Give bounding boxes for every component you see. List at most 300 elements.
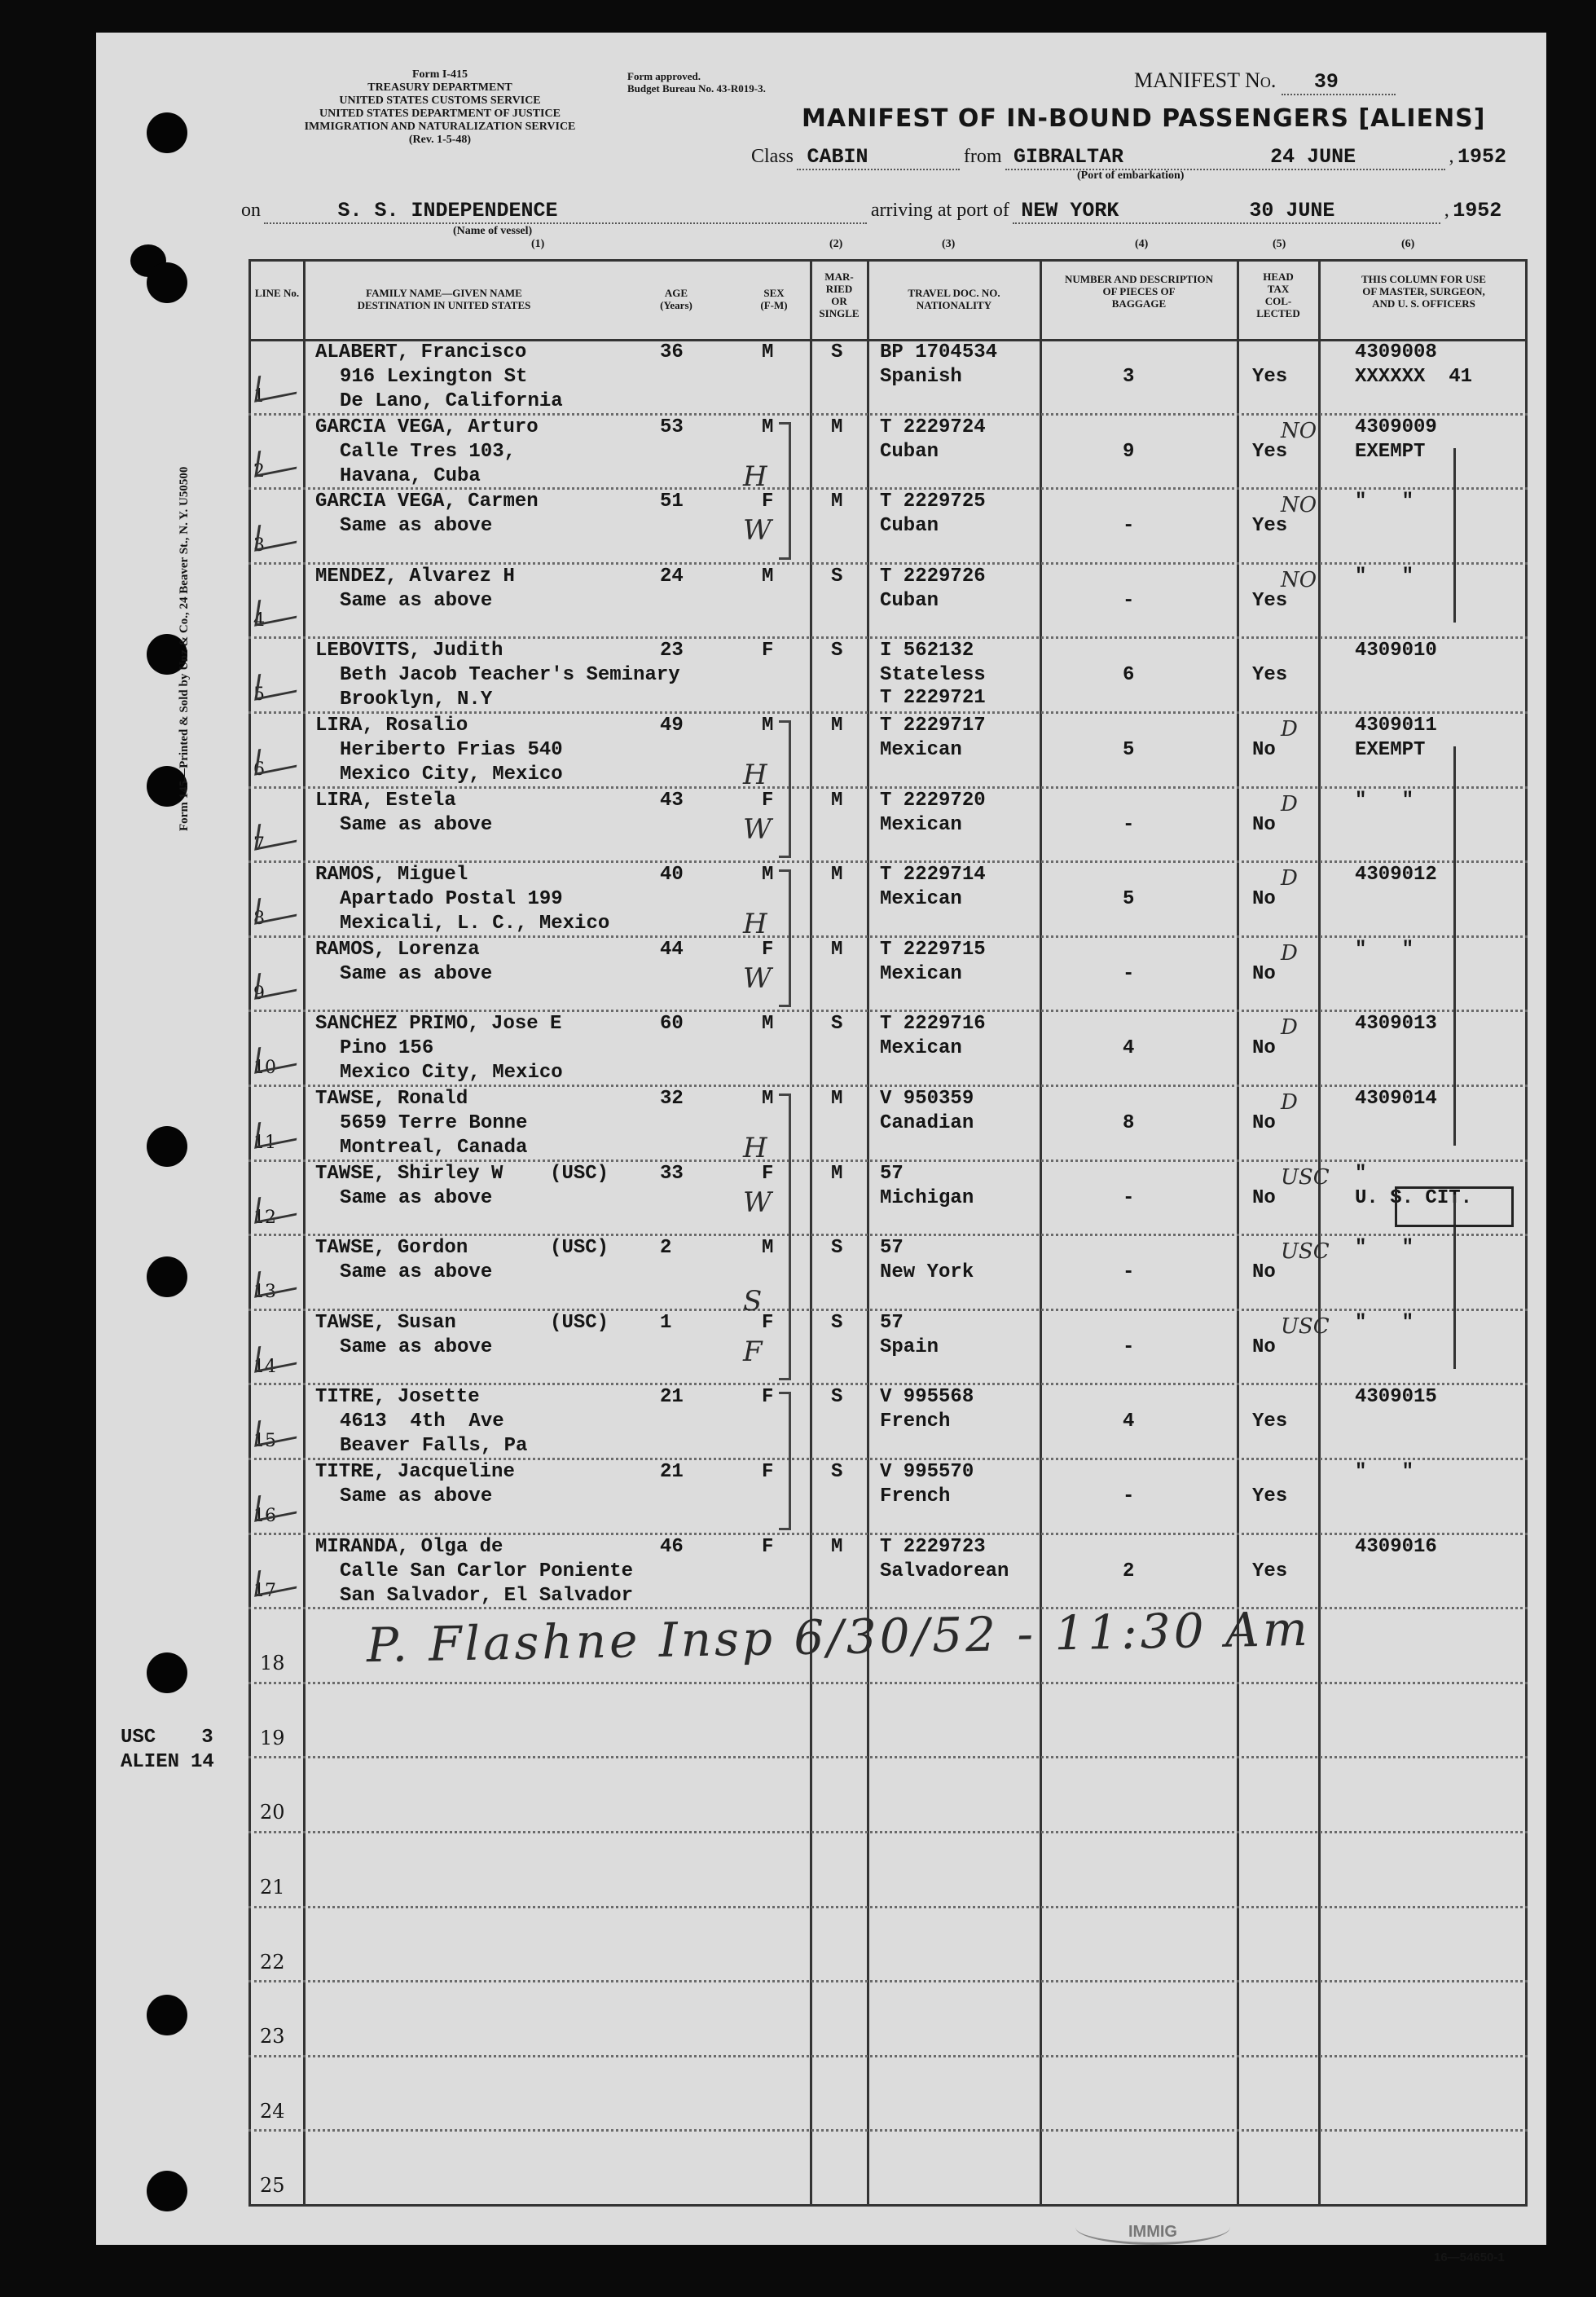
- punch-hole: [147, 262, 187, 303]
- arriving-label: arriving at port of: [870, 200, 1009, 221]
- handwritten-note: H: [743, 1132, 767, 1164]
- punch-hole: [147, 112, 187, 153]
- column-number: (3): [942, 238, 956, 250]
- passenger-sex: F: [762, 1162, 774, 1185]
- passenger-address-line: Calle San Carlor Poniente: [340, 1560, 634, 1582]
- handwritten-tax-note: D: [1281, 1090, 1298, 1115]
- passenger-name: GARCIA VEGA, Carmen: [315, 491, 539, 513]
- marital-status: S: [831, 640, 843, 662]
- vessel-note: (Name of vessel): [453, 225, 533, 237]
- marital-status: M: [831, 864, 843, 887]
- passenger-address-line: 4613 4th Ave: [340, 1410, 504, 1433]
- line-number: 15: [253, 1431, 276, 1452]
- line-number: 4: [253, 609, 265, 631]
- usc-count-label: USC: [121, 1727, 156, 1749]
- passenger-name: SANCHEZ PRIMO, Jose E: [315, 1013, 562, 1036]
- officer-note: 4309011: [1355, 715, 1437, 737]
- line-number: 1: [253, 386, 265, 407]
- table-row: [248, 1311, 1528, 1386]
- nationality: New York: [880, 1261, 974, 1284]
- baggage-count: -: [1123, 962, 1135, 985]
- arrival-year: 1952: [1453, 199, 1502, 222]
- handwritten-arrow: [1453, 746, 1456, 1146]
- alien-count-label: ALIEN: [121, 1751, 180, 1773]
- col-head-line: LINE No.: [254, 287, 300, 299]
- head-tax-status: No: [1252, 1336, 1276, 1358]
- passenger-address-line: De Lano, California: [340, 390, 563, 412]
- passenger-address-line: Mexicali, L. C., Mexico: [340, 913, 610, 935]
- line-number: 20: [260, 1801, 285, 1824]
- handwritten-tax-note: NO: [1281, 418, 1317, 443]
- marital-status: M: [831, 1088, 843, 1110]
- officer-note: " ": [1355, 1461, 1414, 1483]
- nationality: Spanish: [880, 366, 962, 388]
- passenger-sex: F: [762, 1535, 774, 1558]
- handwritten-note: H: [743, 460, 767, 493]
- handwritten-bracket: [779, 1392, 791, 1529]
- embark-year: 1952: [1457, 145, 1506, 169]
- table-row: [248, 416, 1528, 491]
- handwritten-tax-note: D: [1281, 940, 1298, 966]
- passenger-age: 49: [660, 715, 684, 737]
- marital-status: M: [831, 938, 843, 961]
- nationality: Cuban: [880, 440, 939, 463]
- from-label: from: [963, 146, 1002, 167]
- officer-note: " ": [1355, 565, 1414, 587]
- officer-note: " ": [1355, 938, 1414, 961]
- punch-hole: [147, 1652, 187, 1693]
- handwritten-note: W: [743, 812, 772, 846]
- marital-status: S: [831, 1013, 843, 1036]
- line-number: 6: [253, 759, 265, 780]
- nationality: Salvadorean: [880, 1560, 1009, 1582]
- handwritten-tax-note: USC: [1281, 1314, 1330, 1339]
- passenger-age: 60: [660, 1013, 684, 1036]
- passenger-name: TITRE, Josette: [315, 1386, 480, 1409]
- approval-label: Form approved.: [627, 70, 701, 82]
- manifest-label: MANIFEST No.: [1134, 68, 1277, 92]
- head-tax-status: Yes: [1252, 366, 1288, 388]
- passenger-sex: M: [762, 565, 774, 587]
- table-row-empty: [248, 1833, 1528, 1908]
- arrival-date: 30 JUNE: [1249, 199, 1335, 222]
- handwritten-tax-note: D: [1281, 717, 1298, 741]
- table-row: [248, 490, 1528, 565]
- head-tax-status: No: [1252, 1261, 1276, 1284]
- officer-note: 4309010: [1355, 640, 1437, 662]
- passenger-address-line: Brooklyn, N.Y: [340, 689, 493, 711]
- passenger-name: TAWSE, Shirley W (USC): [315, 1162, 609, 1185]
- arrival-port: NEW YORK: [1021, 199, 1119, 222]
- passenger-name: LIRA, Rosalio: [315, 715, 468, 737]
- travel-doc-number: 57: [880, 1237, 904, 1260]
- handwritten-tax-note: D: [1281, 1015, 1298, 1041]
- table-row: [248, 938, 1528, 1013]
- punch-hole: [147, 1995, 187, 2035]
- head-tax-status: No: [1252, 813, 1276, 836]
- passenger-age: 21: [660, 1386, 684, 1409]
- passenger-address-line: Same as above: [340, 1261, 493, 1284]
- head-tax-status: No: [1252, 739, 1276, 761]
- table-row: [248, 1012, 1528, 1087]
- travel-doc-number: 57: [880, 1311, 904, 1334]
- officer-note: 4309013: [1355, 1013, 1437, 1036]
- passenger-address-line: Same as above: [340, 589, 493, 612]
- stamp-text: IMMIG: [1128, 2223, 1177, 2241]
- marital-status: S: [831, 341, 843, 363]
- marital-status: M: [831, 1162, 843, 1185]
- marital-status: M: [831, 715, 843, 737]
- head-tax-status: Yes: [1252, 664, 1288, 687]
- passenger-address-line: Same as above: [340, 1485, 493, 1507]
- passenger-name: ALABERT, Francisco: [315, 341, 527, 363]
- baggage-count: 6: [1123, 664, 1135, 687]
- column-number: (6): [1401, 238, 1415, 250]
- handwritten-note: W: [743, 961, 772, 995]
- passenger-name: TAWSE, Susan (USC): [315, 1311, 609, 1334]
- passenger-address-line: Montreal, Canada: [340, 1137, 528, 1159]
- passenger-sex: F: [762, 491, 774, 513]
- table-row: [248, 639, 1528, 714]
- head-tax-status: Yes: [1252, 1560, 1288, 1582]
- head-tax-status: Yes: [1252, 515, 1288, 538]
- line-number: 8: [253, 909, 265, 930]
- officer-note-secondary: U. S. CIT.: [1355, 1186, 1473, 1209]
- handwritten-bracket: [779, 1093, 791, 1380]
- officer-note: 4309015: [1355, 1386, 1437, 1409]
- table-row-empty: [248, 1684, 1528, 1759]
- passenger-count: [121, 1726, 214, 1775]
- passenger-age: 46: [660, 1535, 684, 1558]
- nationality: Mexican: [880, 739, 962, 761]
- passenger-name: TAWSE, Gordon (USC): [315, 1237, 609, 1260]
- passenger-sex: M: [762, 341, 774, 363]
- col-head-sex: SEX (F-M): [760, 287, 788, 311]
- passenger-name: RAMOS, Miguel: [315, 864, 468, 887]
- line-number: 14: [253, 1356, 276, 1377]
- handwritten-tax-note: USC: [1281, 1164, 1330, 1190]
- col-head-name: FAMILY NAME—GIVEN NAME DESTINATION IN UNITED STATES: [357, 287, 531, 311]
- embark-date: 24 JUNE: [1270, 145, 1356, 169]
- us-citizen-box: [1395, 1186, 1514, 1227]
- handwritten-note: W: [743, 1186, 772, 1219]
- approval-block: [627, 70, 766, 95]
- marital-status: M: [831, 789, 843, 812]
- embark-port: GIBRALTAR: [1013, 145, 1124, 169]
- passenger-age: 43: [660, 789, 684, 812]
- baggage-count: -: [1123, 1485, 1135, 1507]
- head-tax-status: No: [1252, 1186, 1276, 1209]
- passenger-age: 24: [660, 565, 684, 587]
- table-row: [248, 1162, 1528, 1237]
- baggage-count: 3: [1123, 366, 1135, 388]
- marital-status: S: [831, 1461, 843, 1483]
- marital-status: S: [831, 1386, 843, 1409]
- passenger-sex: M: [762, 416, 774, 438]
- baggage-count: 8: [1123, 1112, 1135, 1134]
- table-row: [248, 789, 1528, 864]
- manifest-number: 39: [1313, 70, 1339, 94]
- handwritten-tax-note: NO: [1281, 493, 1317, 518]
- baggage-count: -: [1123, 515, 1135, 538]
- passenger-address-line: Apartado Postal 199: [340, 888, 563, 911]
- travel-doc-number: 57: [880, 1162, 904, 1185]
- nationality: Mexican: [880, 962, 962, 985]
- handwritten-bracket: [779, 720, 791, 858]
- nationality: Cuban: [880, 589, 939, 612]
- baggage-count: 9: [1123, 440, 1135, 463]
- passenger-age: 33: [660, 1162, 684, 1185]
- travel-doc-number: T 2229717: [880, 715, 986, 737]
- handwritten-note: F: [743, 1335, 763, 1368]
- passenger-age: 44: [660, 938, 684, 961]
- passenger-name: MIRANDA, Olga de: [315, 1535, 503, 1558]
- baggage-count: -: [1123, 1261, 1135, 1284]
- line-number: 7: [253, 834, 265, 855]
- col-head-married: MAR- RIED OR SINGLE: [819, 271, 860, 319]
- handwritten-note: W: [743, 514, 772, 548]
- nationality: Cuban: [880, 515, 939, 538]
- usc-count: 3: [201, 1727, 213, 1749]
- head-tax-status: Yes: [1252, 1410, 1288, 1433]
- marital-status: M: [831, 416, 843, 438]
- alien-count: 14: [191, 1751, 214, 1773]
- class-label: Class: [751, 146, 794, 167]
- passenger-name: GARCIA VEGA, Arturo: [315, 416, 539, 438]
- line-number: 11: [253, 1133, 276, 1153]
- nationality: Mexican: [880, 813, 962, 836]
- passenger-address-line: Same as above: [340, 1336, 493, 1358]
- line-number: 22: [260, 1950, 285, 1974]
- table-row: [248, 1460, 1528, 1535]
- officer-note: 4309014: [1355, 1088, 1437, 1110]
- column-number: (4): [1135, 238, 1149, 250]
- handwritten-arrow: [1453, 448, 1456, 623]
- passenger-address-line: Pino 156: [340, 1037, 434, 1060]
- handwritten-note: H: [743, 908, 767, 941]
- line-number: 21: [260, 1876, 285, 1899]
- officer-note: " ": [1355, 1237, 1414, 1260]
- baggage-count: 2: [1123, 1560, 1135, 1582]
- officer-note: " ": [1355, 491, 1414, 513]
- line-number: 12: [253, 1207, 276, 1228]
- line-number: 25: [260, 2174, 285, 2198]
- handwritten-tax-note: D: [1281, 866, 1298, 891]
- passenger-sex: F: [762, 640, 774, 662]
- baggage-count: 4: [1123, 1410, 1135, 1433]
- officer-note-secondary: EXEMPT: [1355, 440, 1426, 463]
- table-row-empty: [248, 1982, 1528, 2057]
- line-number: 13: [253, 1282, 276, 1303]
- officer-note: " ": [1355, 1311, 1414, 1334]
- passenger-age: 21: [660, 1461, 684, 1483]
- head-tax-status: Yes: [1252, 589, 1288, 612]
- printer-imprint: Form 145—Printed & Sold by Unz & Co., 24 Beaver St., N. Y. U50500: [178, 466, 191, 831]
- nationality: Mexican: [880, 888, 962, 911]
- travel-doc-number: T 2229720: [880, 789, 986, 812]
- vessel-line: on S. S. INDEPENDENCE arriving at port of NEW YORK 30 JUNE , 1952: [241, 199, 1502, 222]
- passenger-age: 53: [660, 416, 684, 438]
- on-label: on: [241, 200, 261, 221]
- baggage-count: 4: [1123, 1037, 1135, 1060]
- passenger-address-line: Same as above: [340, 962, 493, 985]
- col-head-head-tax: HEAD TAX COL- LECTED: [1256, 271, 1300, 319]
- officer-note-secondary: EXEMPT: [1355, 739, 1426, 761]
- form-number: Form I-415: [411, 68, 468, 81]
- punch-hole: [147, 2171, 187, 2211]
- marital-status: M: [831, 491, 843, 513]
- travel-doc-number: T 2229726: [880, 565, 986, 587]
- passenger-address-line: Mexico City, Mexico: [340, 1062, 563, 1085]
- head-tax-status: No: [1252, 1112, 1276, 1134]
- table-row: [248, 714, 1528, 789]
- col-head-travel: TRAVEL DOC. NO. NATIONALITY: [908, 287, 1000, 311]
- handwritten-tax-note: USC: [1281, 1239, 1330, 1265]
- line-number: 10: [253, 1058, 276, 1079]
- travel-doc-number: V 950359: [880, 1088, 974, 1110]
- table-row: [248, 1385, 1528, 1460]
- travel-doc-number: BP 1704534: [880, 341, 998, 363]
- col-head-baggage: NUMBER AND DESCRIPTION OF PIECES OF BAGGAGE: [1064, 273, 1214, 310]
- col-head-officer: THIS COLUMN FOR USE OF MASTER, SURGEON, AND U. S. OFFICERS: [1361, 273, 1486, 310]
- nationality: French: [880, 1485, 951, 1507]
- line-number: 9: [253, 983, 265, 1004]
- line-number: 16: [253, 1506, 276, 1526]
- table-row-empty: [248, 2057, 1528, 2132]
- baggage-count: -: [1123, 813, 1135, 836]
- marital-status: S: [831, 1311, 843, 1334]
- baggage-count: 5: [1123, 739, 1135, 761]
- officer-note: 4309016: [1355, 1535, 1437, 1558]
- passenger-sex: F: [762, 1311, 774, 1334]
- vessel-name: S. S. INDEPENDENCE: [337, 199, 558, 222]
- line-number: 2: [253, 460, 265, 482]
- officer-note: 4309008: [1355, 341, 1437, 363]
- table-row: [248, 1535, 1528, 1610]
- ins-label: IMMIGRATION AND NATURALIZATION SERVICE: [304, 121, 576, 133]
- baggage-count: -: [1123, 589, 1135, 612]
- passenger-age: 36: [660, 341, 684, 363]
- baggage-count: 5: [1123, 888, 1135, 911]
- head-tax-status: No: [1252, 1037, 1276, 1060]
- manifest-number-line: [1134, 68, 1396, 95]
- passenger-address-line: 5659 Terre Bonne: [340, 1112, 528, 1134]
- form-issuer-block: [244, 68, 635, 147]
- nationality: Canadian: [880, 1112, 974, 1134]
- travel-doc-number: V 995568: [880, 1386, 974, 1409]
- budget-label: Budget Bureau No. 43-R019-3.: [627, 82, 766, 95]
- officer-note: 4309012: [1355, 864, 1437, 887]
- passenger-age: 23: [660, 640, 684, 662]
- line-number: 19: [260, 1726, 285, 1749]
- travel-doc-number: I 562132: [880, 640, 974, 662]
- passenger-address-line: Mexico City, Mexico: [340, 763, 563, 785]
- passenger-sex: M: [762, 1013, 774, 1036]
- nationality: Spain: [880, 1336, 939, 1358]
- head-tax-status: Yes: [1252, 1485, 1288, 1507]
- table-row: [248, 1236, 1528, 1311]
- table-row: [248, 341, 1528, 416]
- travel-doc-number: T 2229723: [880, 1535, 986, 1558]
- passenger-age: 1: [660, 1311, 672, 1334]
- line-number: 18: [260, 1652, 285, 1675]
- line-number: 23: [260, 2025, 285, 2048]
- handwritten-note: H: [743, 759, 767, 791]
- passenger-address-line: Same as above: [340, 813, 493, 836]
- nationality: French: [880, 1410, 951, 1433]
- officer-note: ": [1355, 1162, 1367, 1185]
- handwritten-bracket: [779, 869, 791, 1007]
- passenger-name: LEBOVITS, Judith: [315, 640, 503, 662]
- passenger-sex: M: [762, 1088, 774, 1110]
- head-tax-status: No: [1252, 962, 1276, 985]
- revision-label: (Rev. 1-5-48): [408, 134, 472, 146]
- passenger-age: 40: [660, 864, 684, 887]
- baggage-count: -: [1123, 1186, 1135, 1209]
- port-embark-note: (Port of embarkation): [1077, 169, 1185, 182]
- table-row: [248, 1087, 1528, 1162]
- travel-doc-number: T 2229714: [880, 864, 986, 887]
- inspector-signature: P. Flashne Insp 6/30/52 - 11:30 Am: [366, 1600, 1312, 1674]
- officer-note: " ": [1355, 789, 1414, 812]
- travel-doc-number: T 2229725: [880, 491, 986, 513]
- passenger-name: LIRA, Estela: [315, 789, 456, 812]
- column-number: (1): [531, 238, 545, 250]
- table-row: [248, 863, 1528, 941]
- class-line: Class CABIN from GIBRALTAR 24 JUNE , 1952: [751, 145, 1506, 169]
- passenger-sex: F: [762, 1386, 774, 1409]
- passenger-name: RAMOS, Lorenza: [315, 938, 480, 961]
- handwritten-bracket: [779, 422, 791, 560]
- passenger-address-line: Beaver Falls, Pa: [340, 1435, 528, 1458]
- passenger-address-line: Calle Tres 103,: [340, 440, 517, 463]
- passenger-sex: F: [762, 789, 774, 812]
- punch-hole: [147, 1256, 187, 1297]
- passenger-age: 32: [660, 1088, 684, 1110]
- table-row-empty: [248, 1908, 1528, 1983]
- nationality: Michigan: [880, 1186, 974, 1209]
- head-tax-status: Yes: [1252, 440, 1288, 463]
- travel-doc-number: T 2229716: [880, 1013, 986, 1036]
- travel-doc-number: V 995570: [880, 1461, 974, 1483]
- customs-label: UNITED STATES CUSTOMS SERVICE: [339, 95, 541, 107]
- nationality: Stateless: [880, 664, 986, 687]
- head-tax-status: No: [1252, 888, 1276, 911]
- officer-note: 4309009: [1355, 416, 1437, 438]
- passenger-address-line: Heriberto Frias 540: [340, 739, 563, 761]
- marital-status: S: [831, 1237, 843, 1260]
- travel-doc-number: T 2229715: [880, 938, 986, 961]
- passenger-sex: M: [762, 715, 774, 737]
- passenger-address-line: Havana, Cuba: [340, 464, 481, 487]
- passenger-age: 51: [660, 491, 684, 513]
- passenger-address-line: Same as above: [340, 1186, 493, 1209]
- table-row-empty: [248, 2132, 1528, 2207]
- table-row-empty: [248, 1758, 1528, 1833]
- table-row: [248, 565, 1528, 640]
- passenger-name: TAWSE, Ronald: [315, 1088, 468, 1110]
- line-number: 5: [253, 684, 265, 706]
- form-code: 16—54650-1: [1434, 2251, 1505, 2264]
- travel-doc-number: T 2229724: [880, 416, 986, 438]
- page-title: MANIFEST OF IN-BOUND PASSENGERS [ALIENS]: [802, 104, 1486, 133]
- handwritten-note: S: [743, 1285, 763, 1318]
- passenger-address-line: 916 Lexington St: [340, 366, 528, 388]
- justice-label: UNITED STATES DEPARTMENT OF JUSTICE: [319, 108, 561, 120]
- column-number: (2): [829, 238, 843, 250]
- marital-status: M: [831, 1535, 843, 1558]
- punch-hole: [147, 1126, 187, 1167]
